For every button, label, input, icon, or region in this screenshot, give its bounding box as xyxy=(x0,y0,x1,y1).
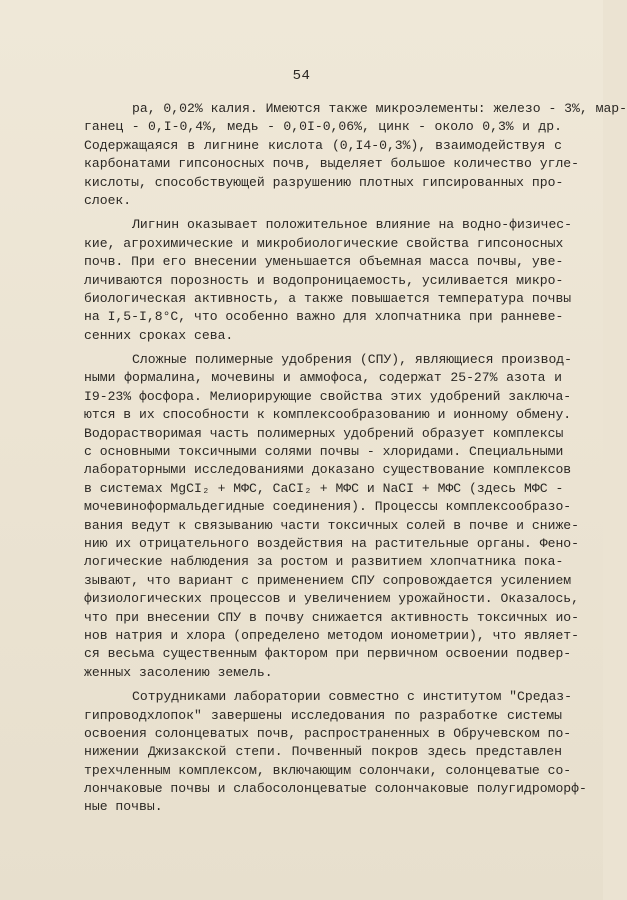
text-line: нижении Джизакской степи. Почвенный покров здесь представлен xyxy=(84,744,562,760)
text-line: с основными токсичными солями почвы - хлоридами. Специальными xyxy=(84,444,564,460)
text-line: ются в их способности к комплексообразованию и ионному обмену. xyxy=(84,407,572,423)
text-line: нов натрия и хлора (определено методом ионометрии), что являет- xyxy=(84,627,580,643)
text-line: I9-23% фосфора. Мелиорирующие свойства этих удобрений заключа- xyxy=(84,388,572,404)
text-line: нию их отрицательного воздействия на растительные органы. Фено- xyxy=(84,535,580,551)
page-number: 54 xyxy=(292,68,311,84)
text-line: ганец - 0,I-0,4%, медь - 0,0I-0,06%, цинк - около 0,3% и др. xyxy=(84,119,562,135)
text-line: логические наблюдения за ростом и развитием хлопчатника пока- xyxy=(84,554,564,570)
text-line: сенних сроках сева. xyxy=(84,327,234,343)
text-line: в системах MgCI₂ + МФС, CaCI₂ + МФС и NaCI + МФС (здесь МФС - xyxy=(84,480,564,496)
body-text xyxy=(84,100,627,817)
text-line: Лигнин оказывает положительное влияние на водно-физичес- xyxy=(132,217,573,233)
text-line: физиологических процессов и увеличением урожайности. Оказалось, xyxy=(84,591,580,607)
text-line: кислоты, способствующей разрушению плотных гипсированных про- xyxy=(84,174,564,190)
text-line: лабораторными исследованиями доказано существование комплексов xyxy=(84,462,572,478)
text-line: что при внесении СПУ в почву снижается активность токсичных ио- xyxy=(84,609,580,625)
text-line: освоения солонцеватых почв, распространенных в Обручевском по- xyxy=(84,725,572,741)
text-line: гипроводхлопок" завершены исследования по разработке системы xyxy=(84,707,562,723)
text-line: Водорастворимая часть полимерных удобрений образует комплексы xyxy=(84,425,564,441)
text-line: кие, агрохимические и микробиологические свойства гипсоносных xyxy=(84,235,564,251)
paragraph-2 xyxy=(84,216,573,345)
text-line: личиваются порозность и водопроницаемость, усиливается микро- xyxy=(84,272,564,288)
text-line: трехчленным комплексом, включающим солончаки, солонцеватые со- xyxy=(84,762,572,778)
text-line: ные почвы. xyxy=(84,799,163,815)
text-line: вания ведут к связыванию части токсичных солей в почве и сниже- xyxy=(84,517,580,533)
text-line: слоек. xyxy=(84,192,132,208)
text-line: Сложные полимерные удобрения (СПУ), являющиеся производ- xyxy=(132,352,573,368)
text-line: лончаковые почвы и слабосолонцеватые солончаковые полугидроморф- xyxy=(84,781,587,797)
text-line: биологическая активность, а также повышается температура почвы xyxy=(84,290,572,306)
text-line: Содержащаяся в лигнине кислота (0,I4-0,3%), взаимодействуя с xyxy=(84,137,562,153)
paragraph-1 xyxy=(84,100,627,210)
text-line: зывают, что вариант с применением СПУ сопровождается усилением xyxy=(84,572,572,588)
text-line: на I,5-I,8°С, что особенно важно для хлопчатника при ранневе- xyxy=(84,309,564,325)
text-line: ными формалина, мочевины и аммофоса, содержат 25-27% азота и xyxy=(84,370,562,386)
paragraph-4 xyxy=(84,688,587,817)
paragraph-3 xyxy=(84,351,580,682)
text-line: Сотрудниками лаборатории совместно с институтом "Средаз- xyxy=(132,689,573,705)
text-line: ся весьма существенным фактором при первичном освоении подвер- xyxy=(84,646,572,662)
text-line: ра, 0,02% калия. Имеются также микроэлементы: железо - 3%, мар- xyxy=(132,101,627,116)
text-line: женных засолению земель. xyxy=(84,664,273,680)
text-line: карбонатами гипсоносных почв, выделяет большое количество угле- xyxy=(84,156,580,172)
text-line: мочевиноформальдегидные соединения). Процессы комплексообразо- xyxy=(84,499,572,515)
text-line: почв. При его внесении уменьшается объемная масса почвы, уве- xyxy=(84,254,564,270)
